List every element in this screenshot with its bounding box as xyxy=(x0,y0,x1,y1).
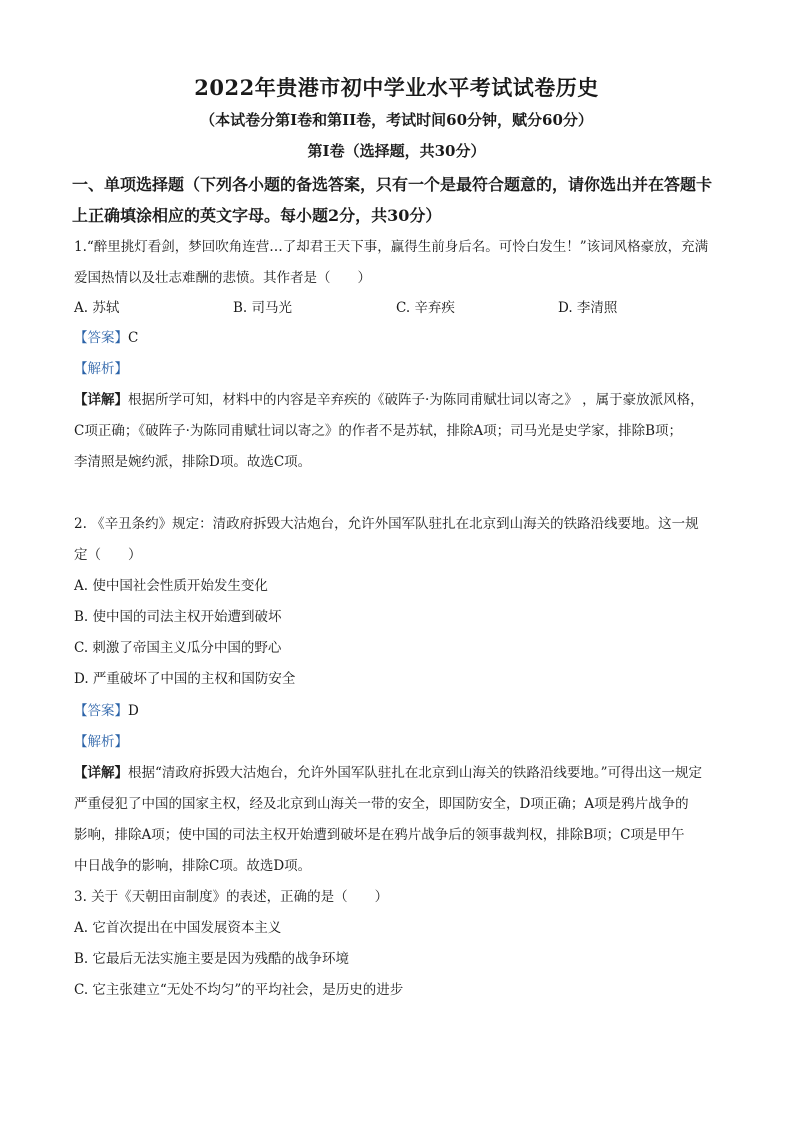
q3-stem-line1: 3. 关于《天朝田亩制度》的表述，正确的是（ ） xyxy=(74,889,389,905)
q2-detail-text1: 根据“清政府拆毁大沽炮台，允许外国军队驻扎在北京到山海关的铁路沿线要地。”可得出这一规定 xyxy=(128,765,703,781)
q3-option-a: A. 它首次提出在中国发展资本主义 xyxy=(74,920,282,936)
q1-answer-value: C xyxy=(128,330,139,346)
q2-detail-line2: 严重侵犯了中国的国家主权，经及北京到山海关一带的安全，即国防安全，D项正确；A项是鸦片战争的 xyxy=(74,796,689,812)
q1-detail-line1 xyxy=(74,390,704,410)
q1-detail-line2: C项正确；《破阵子·为陈同甫赋壮词以寄之》的作者不是苏轼，排除A项；司马光是史学家，排除B项； xyxy=(74,423,683,439)
q2-option-d: D. 严重破坏了中国的主权和国防安全 xyxy=(74,671,296,687)
q2-answer-value: D xyxy=(128,703,139,719)
q2-stem-line2: 定（ ） xyxy=(74,547,142,563)
q2-detail-line1 xyxy=(74,763,702,783)
q2-analysis xyxy=(74,732,128,752)
q2-detail-line4: 中日战争的影响，排除C项。故选D项。 xyxy=(74,858,312,874)
q3-option-c: C. 它主张建立“无处不均匀”的平均社会，是历史的进步 xyxy=(74,982,404,998)
q1-stem-line2: 爱国热情以及壮志难酬的悲愤。其作者是（ ） xyxy=(74,270,371,286)
q1-option-d: D. 李清照 xyxy=(558,300,618,316)
detail-label: 【详解】 xyxy=(74,392,128,408)
analysis-label: 【解析】 xyxy=(74,734,128,750)
q1-answer xyxy=(74,328,138,348)
q1-stem-line1: 1.“醉里挑灯看剑，梦回吹角连营…了却君王天下事，赢得生前身后名。可怜白发生！”该词风格豪放，充满 xyxy=(74,239,709,255)
q2-option-c: C. 刺激了帝国主义瓜分中国的野心 xyxy=(74,640,282,656)
detail-label: 【详解】 xyxy=(74,765,128,781)
q1-option-a: A. 苏轼 xyxy=(74,300,120,316)
q2-stem-line1: 2. 《辛丑条约》规定：清政府拆毁大沽炮台，允许外国军队驻扎在北京到山海关的铁路沿线要地。这一规 xyxy=(74,516,699,532)
q1-analysis xyxy=(74,359,128,379)
section-heading-line2: 上正确填涂相应的英文字母。每小题2分，共30分） xyxy=(72,206,442,225)
part-title: 第I卷（选择题，共30分） xyxy=(307,142,486,160)
answer-label: 【答案】 xyxy=(74,330,128,346)
q1-detail-line3: 李清照是婉约派，排除D项。故选C项。 xyxy=(74,454,312,470)
answer-label: 【答案】 xyxy=(74,703,128,719)
section-heading xyxy=(72,169,722,231)
section-heading-line1: 一、单项选择题（下列各小题的备选答案，只有一个是最符合题意的，请你选出并在答题卡 xyxy=(72,175,713,194)
q2-answer xyxy=(74,701,139,721)
q2-option-a: A. 使中国社会性质开始发生变化 xyxy=(74,578,268,594)
analysis-label: 【解析】 xyxy=(74,361,128,377)
q3-option-b: B. 它最后无法实施主要是因为残酷的战争环境 xyxy=(74,951,350,967)
q2-option-b: B. 使中国的司法主权开始遭到破坏 xyxy=(74,609,282,625)
q1-detail-text1: 根据所学可知，材料中的内容是辛弃疾的《破阵子·为陈同甫赋壮词以寄之》 ，属于豪放派风格， xyxy=(128,392,704,408)
q2-detail-line3: 影响，排除A项；使中国的司法主权开始遭到破坏是在鸦片战争后的领事裁判权，排除B项；C项是甲午 xyxy=(74,827,685,843)
q1-option-b: B. 司马光 xyxy=(233,300,293,316)
document-subtitle: （本试卷分第I卷和第II卷，考试时间60分钟，赋分60分） xyxy=(200,111,593,129)
document-title: 2022年贵港市初中学业水平考试试卷历史 xyxy=(194,75,599,100)
q1-option-c: C. 辛弃疾 xyxy=(396,300,455,316)
